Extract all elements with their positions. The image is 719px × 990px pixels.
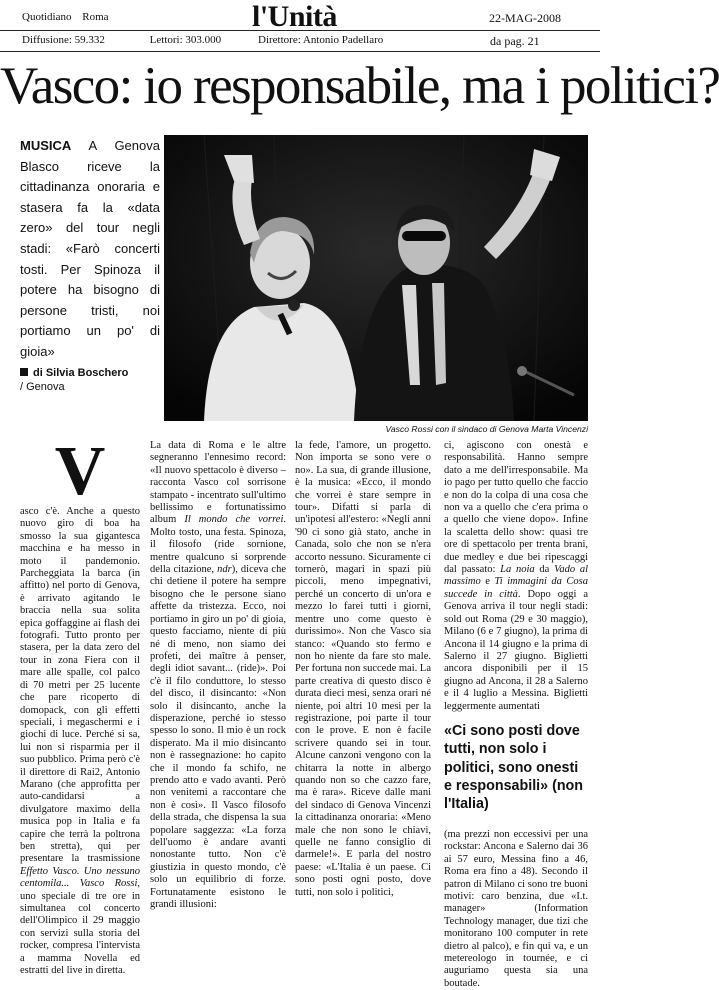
- page-ref: da pag. 21: [490, 34, 540, 48]
- masthead: [0, 0, 600, 52]
- drop-cap: V: [54, 433, 106, 510]
- byline-square-icon: [20, 368, 28, 376]
- newspaper-logo: l'Unità: [252, 0, 337, 33]
- article-column-3: la fede, l'amore, un progetto. Non importa se sono vere o no». La sua, di grande illusione, è la musica: «Ecco, il mondo che vorrei è stare sempre in tour». Difatti si parla di un'ipotesi all'estero: «Negli anni '90 ci sono già stato, anche in Canada, solo che non se n'era accorto nessuno. Sicuramente ci tornerò, magari in spazi più piccoli, meno impegnativi, perché un concerto di un'ora e mezzo lo farei tutti i giorni, mentre uno come questo è durissimo». Non che Vasco sia stanco: «Quando sto fermo e non ho niente da fare sto male. Per fortuna non succede mai. La parte creativa di questo disco è durata dieci mesi, senza orari né niente, poi altri 10 mesi per la registrazione, poi parte il tour con le prove. E non è facile scrivere quando sei in tour. Alcune canzoni vengono con la chitarra la notte in albergo quando non so che cazzo fare, ma è rara». Riceve dalle mani del sindaco di Genova Vincenzi la cittadinanza onoraria: «Meno male che non sono le chiavi, quelle ne fanno consiglio di darmele!». E parla del nostro paese: «L'Italia è un paese. Ci sono posti ogni posto, dove tutti, non solo i politici,: [295, 440, 431, 898]
- article-column-4: ci, agiscono con onestà e responsabilità. Hanno sempre dato a me dell'irresponsabile. Ma io pago per tutto quello che faccio e non do la colpa di una cosa che non va a quello che c'era prima o a quello che viene dopo». Infine la scaletta dello show: quasi tre ore di spettacolo per trenta brani, due medley e due bei ripescaggi dal passato: La noia da Vado al massimo e Ti immagini da Cosa succede in città. Dopo oggi a Genova arriva il tour negli stadi: sold out Roma (29 e 30 maggio), Milano (6 e 7 giugno), la prima di Ancona il 14 giugno e la prima di Salerno il 27 giugno. Biglietti ancora disponibili per il 15 giugno ad Ancona, il 28 a Salerno e il 4 luglio a Messina. Biglietti leggermente aumentati: [444, 440, 589, 712]
- kicker: MUSICA: [20, 138, 72, 153]
- photo-caption: Vasco Rossi con il sindaco di Genova Marta Vincenzi: [385, 424, 588, 434]
- masthead-stats: [22, 34, 263, 46]
- lettori: Lettori: 303.000: [149, 34, 222, 46]
- headline: Vasco: io responsabile, ma i politici?: [0, 57, 719, 115]
- issue-date: 22-MAG-2008: [489, 11, 561, 25]
- article-photo: [164, 135, 588, 421]
- byline: di Silvia Boschero / Genova: [20, 367, 129, 393]
- direttore: Direttore: Antonio Padellaro: [258, 34, 384, 46]
- article-column-5: (ma prezzi non eccessivi per una rockstar: Ancona e Salerno dai 36 ai 57 euro, Messina fino a 46, Roma era fino a 48). Secondo il patron di Milano ci sono tre buoni motivi: caro benzina, due «I.t. manager» (Information Technology manager, due tizi che monitorano 100 computer in rete dietro al palco), e fin qui va, e un metereologo in tournée, e ci auguriamo questa sia una boutade.: [444, 829, 588, 989]
- masthead-rule-bottom: [0, 51, 600, 52]
- article-column-2: La data di Roma e le altre segneranno l'ennesimo record: «Il nuovo spettacolo è diverso – racconta Vasco col sorrisone stampato - incentrato sull'ultimo bellissimo e fortunatissimo album Il mondo che vorrei. Molto tosto, una festa. Spinoza, il filosofo (ride sornione, mentre qualcuno si sorprende della citazione, ndr), diceva che chi detiene il potere ha sempre bisogno che le persone siano affette da tristezza. Ecco, noi portiamo in giro un po' di gioia, questo facciamo, niente di più né di meno, non siamo dei profeti, dei maître à penser, degli idiot savant... (ride)». Poi c'è il filo conduttore, lo stesso del disco, il disincanto: «Non solo il disincanto, anche la disperazione, perché io stesso spesso lo sono. Il mio è un rock disperato. Ma il mio disincanto non è rassegnazione: ho capito che il mondo fa schifo, ne prendo atto e vado avanti. Però non venitemi a raccontare che non è così». Il Vasco filosofo della strada, che dispensa la sua popolare saggezza: «La forza dell'uomo è andare avanti nonostante tutto. Non c'è giustizia in questo mondo, c'è solo un equilibrio di forze. Fortunatamente esistono le grandi illusioni:: [150, 440, 287, 911]
- masthead-rule: [0, 30, 600, 31]
- photo-illustration: [164, 135, 588, 421]
- masthead-type: Quotidiano Roma: [22, 11, 109, 23]
- summary: [20, 136, 160, 363]
- summary-text: A Genova Blasco riceve la cittadinanza onoraria e stasera fa la «data zero» del tour negli stadi: «Farò concerti tosti. Per Spinoza il potere ha bisogno di persone tristi, noi portiamo un po' di gioia»: [20, 138, 160, 359]
- diffusione: Diffusione: 59.332: [22, 34, 105, 46]
- article-column-1: V asco c'è. Anche a questo nuovo giro di boa ha smosso la sua gigantesca macchina e ha messo in moto il pandemonio. Parcheggiata la barca (in affitto) nel porto di Genova, è arrivato agitando le braccia nella sua solita epica goffaggine ai flash dei fotografi. Tutto pronto per stasera, per la data zero del tour in zona Fiera con il mare alle spalle, col palco di 70 metri per 25 lucente che pare ricoperto di domopack, con gli effetti speciali, i megaschermi e i giochi di luce. Perché si sa, lui non si risparmia per il suo pubblico. Prima però c'è il direttore di Rai2, Antonio Marano (che approfitta per auto-candidarsi a divulgatore maximo della musica pop in Italia e fa capire che terrà la poltrona ben stretta), qui per presentare la trasmissione Effetto Vasco. Uno nessuno centomila... Vasco Rossi, uno speciale di tre ore in simultanea col concerto dell'Olimpico il 29 maggio con servizi sulla storia del rocker, compresa l'intervista a mamma Novella ed estratti del live in diretta.: [20, 433, 140, 977]
- pull-quote: «Ci sono posti dove tutti, non solo i politici, sono onesti e responsabili» (non l'Italia): [444, 723, 584, 813]
